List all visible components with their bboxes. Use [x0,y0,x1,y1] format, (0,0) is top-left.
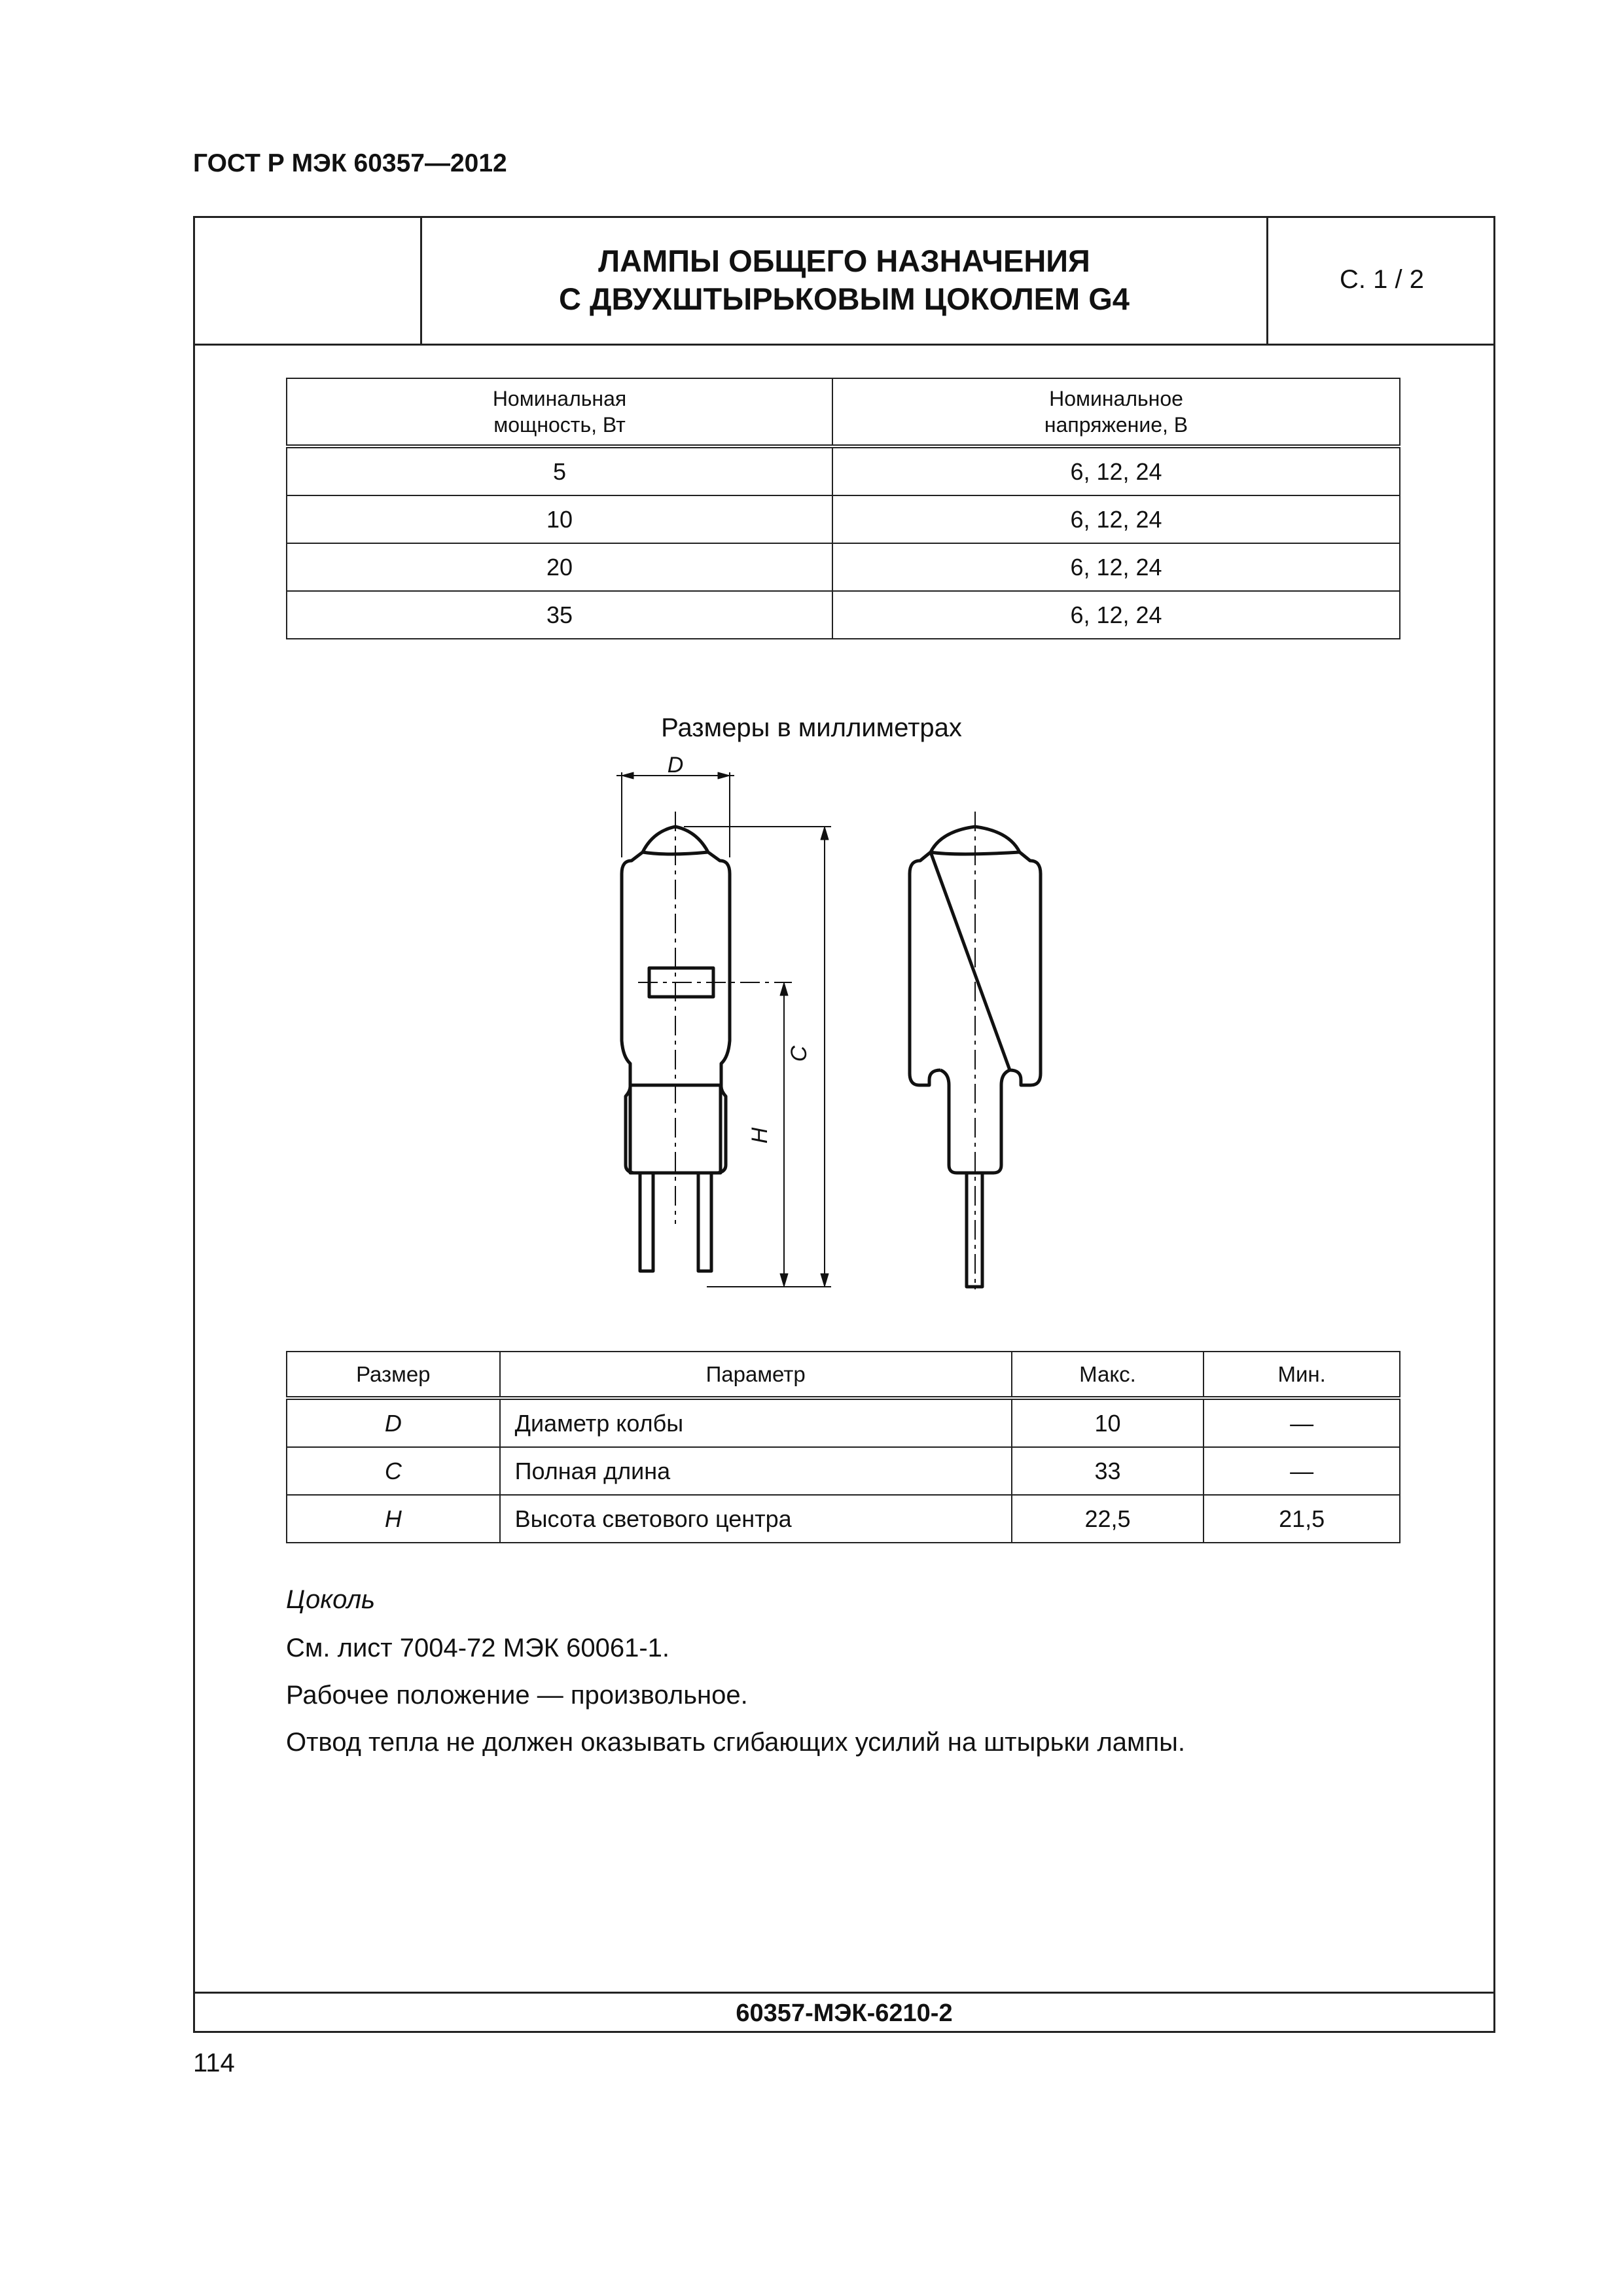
table-row [287,1398,1400,1447]
min-cell: — [1204,1398,1400,1447]
table-row [287,591,1400,639]
min-cell: 21,5 [1204,1495,1400,1543]
header-text: Номинальное [1049,387,1183,410]
voltage-cell: 6, 12, 24 [832,446,1400,495]
voltage-cell: 6, 12, 24 [832,495,1400,543]
column-header: Мин. [1204,1352,1400,1398]
sheet-code: 60357-МЭК-6210-2 [193,1992,1495,2033]
power-cell: 35 [287,591,832,639]
column-header: Размер [287,1352,500,1398]
base-heading: Цоколь [286,1585,376,1614]
param-cell: Высота светового центра [500,1495,1012,1543]
voltage-cell: 6, 12, 24 [832,591,1400,639]
power-cell: 10 [287,495,832,543]
param-cell: Полная длина [500,1447,1012,1495]
max-cell: 33 [1012,1447,1204,1495]
max-cell: 22,5 [1012,1495,1204,1543]
base-line-3: Отвод тепла не должен оказывать сгибающих усилий на штырьки лампы. [286,1728,1186,1757]
dim-cell: H [287,1495,500,1543]
dim-h-label: H [747,1127,772,1144]
min-cell: — [1204,1447,1400,1495]
power-cell: 20 [287,543,832,591]
pin-left [640,1173,653,1271]
power-column-header [287,378,832,446]
power-voltage-table [286,378,1400,639]
title-line-2: С ДВУХШТЫРЬКОВЫМ ЦОКОЛЕМ G4 [559,281,1130,316]
sheet-title [422,216,1266,344]
dim-cell: C [287,1447,500,1495]
table-header-row [287,378,1400,446]
header-empty-cell [193,216,422,344]
sheet-header [193,216,1495,346]
max-cell: 10 [1012,1398,1204,1447]
voltage-cell: 6, 12, 24 [832,543,1400,591]
table-row [287,446,1400,495]
title-line-1: ЛАМПЫ ОБЩЕГО НАЗНАЧЕНИЯ [598,243,1090,278]
dim-c-label: C [787,1045,812,1062]
header-text: Номинальная [492,387,627,410]
header-text: напряжение, В [1044,413,1188,437]
dimensions-note: Размеры в миллиметрах [661,713,962,742]
base-line-2: Рабочее положение — произвольное. [286,1681,748,1710]
pin-right [698,1173,711,1271]
dim-d-label: D [667,753,684,778]
standard-code: ГОСТ Р МЭК 60357—2012 [193,149,507,177]
sheet-number: С. 1 / 2 [1266,216,1495,344]
lamp-drawing [537,753,1126,1296]
voltage-column-header [832,378,1400,446]
base-line-1: См. лист 7004-72 МЭК 60061-1. [286,1634,670,1662]
table-row [287,543,1400,591]
table-row [287,1495,1400,1543]
power-cell: 5 [287,446,832,495]
dimensions-table [286,1351,1400,1543]
page-number: 114 [193,2049,235,2077]
column-header: Параметр [500,1352,1012,1398]
column-header: Макс. [1012,1352,1204,1398]
table-row [287,1447,1400,1495]
table-row [287,495,1400,543]
dim-cell: D [287,1398,500,1447]
header-text: мощность, Вт [493,413,626,437]
table-header-row [287,1352,1400,1398]
param-cell: Диаметр колбы [500,1398,1012,1447]
